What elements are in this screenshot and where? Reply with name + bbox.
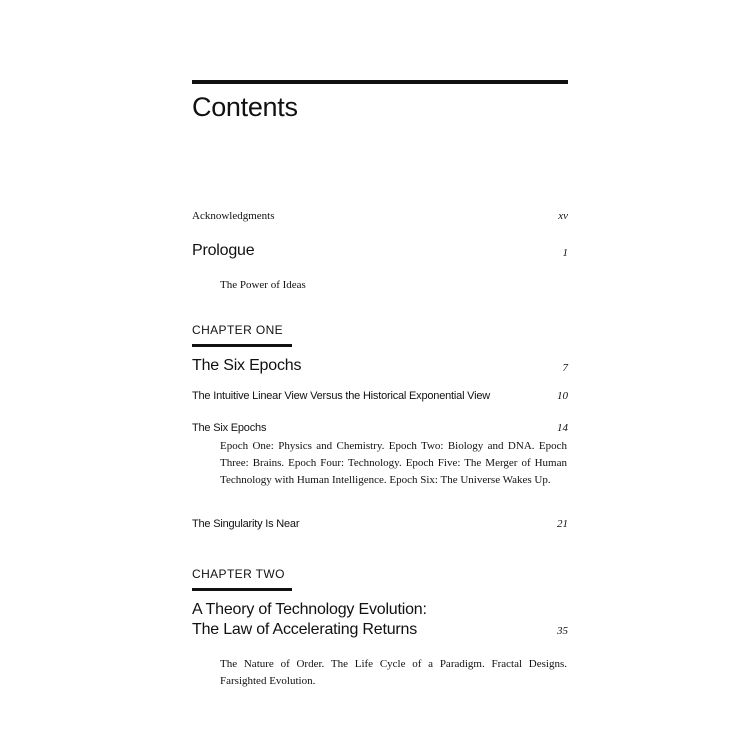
toc-entry-six-epochs[interactable]: The Six Epochs — [192, 422, 267, 434]
top-rule — [192, 80, 568, 84]
toc-entry-singularity-is-near[interactable]: The Singularity Is Near — [192, 518, 300, 530]
acknowledgments-entry[interactable]: Acknowledgments — [192, 210, 275, 222]
acknowledgments-page-number: xv — [558, 210, 568, 222]
toc-entry-six-epochs-page: 14 — [557, 422, 568, 434]
chapter-two-title-line2[interactable]: The Law of Accelerating Returns — [192, 621, 418, 638]
chapter-one-title[interactable]: The Six Epochs — [192, 357, 302, 374]
prologue-title[interactable]: Prologue — [192, 242, 255, 259]
six-epochs-summary: Epoch One: Physics and Chemistry. Epoch Two: Biology and DNA. Epoch Three: Brains. Epoch Four: Technology. Epoch Five: The Merger of Human Technology with Human Intelligence. Epoch Six: The Universe Wakes Up. — [220, 440, 567, 486]
chapter-one-rule — [192, 344, 292, 347]
toc-entry-linear-view-page: 10 — [557, 390, 568, 402]
chapter-two-label: CHAPTER TWO — [192, 567, 285, 581]
chapter-two-rule — [192, 588, 292, 591]
prologue-page-number: 1 — [562, 247, 568, 259]
page-title: Contents — [192, 92, 298, 122]
chapter-two-summary: The Nature of Order. The Life Cycle of a Paradigm. Fractal Designs. Farsighted Evolution. — [220, 658, 567, 687]
chapter-one-label: CHAPTER ONE — [192, 323, 284, 337]
toc-entry-linear-view[interactable]: The Intuitive Linear View Versus the Historical Exponential View — [192, 390, 491, 402]
chapter-two-title-line1[interactable]: A Theory of Technology Evolution: — [192, 601, 427, 618]
chapter-one-page-number: 7 — [562, 362, 568, 374]
toc-entry-singularity-is-near-page: 21 — [557, 518, 568, 530]
prologue-section-entry[interactable]: The Power of Ideas — [220, 279, 306, 291]
chapter-two-page-number: 35 — [557, 625, 568, 637]
